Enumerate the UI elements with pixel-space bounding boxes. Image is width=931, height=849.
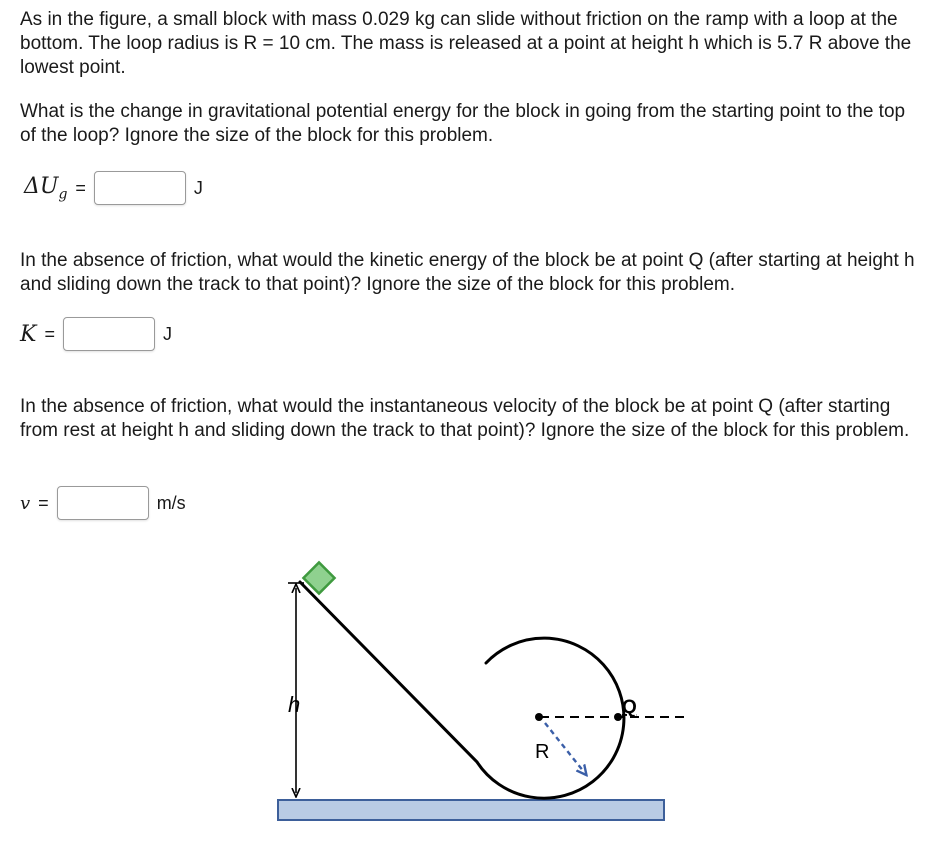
equals-sign: =: [44, 323, 55, 344]
problem-intro: As in the figure, a small block with mass 0.029 kg can slide without friction on the ramp with a loop at the bottom. The loop radius is R = 10 cm. The mass is released at a point at height h which is 5.7 R above the lowest point.: [20, 9, 912, 78]
height-label: h: [288, 692, 301, 717]
equals-sign: =: [38, 492, 49, 513]
delta-u-subscript: g: [58, 186, 68, 203]
v-symbol: v: [20, 492, 31, 514]
point-q-marker: [614, 713, 622, 721]
question-kinetic-energy: In the absence of friction, what would the kinetic energy of the block be at point Q (after starting at height h and sliding down the track to that point)? Ignore the size of the block for this problem.: [20, 250, 915, 295]
loop-center-point: [535, 713, 543, 721]
delta-u-unit: J: [193, 177, 203, 198]
equals-sign: =: [75, 177, 86, 198]
delta-u-symbol: $\Delta U_g$: [24, 173, 68, 203]
kinetic-energy-unit: J: [162, 323, 172, 344]
question-velocity: In the absence of friction, what would the instantaneous velocity of the block be at point Q (after starting from rest at height h and sliding down the track to that point)? Ignore the size of the block for this problem.: [20, 396, 910, 441]
radius-label: R: [535, 741, 550, 763]
question-potential-energy: What is the change in gravitational potential energy for the block in going from the starting point to the top of the loop? Ignore the size of the block for this problem.: [20, 101, 906, 146]
point-q-label: Q: [622, 697, 637, 718]
ground: [278, 800, 664, 820]
k-symbol: K: [20, 321, 37, 347]
radius-arrow: [545, 723, 584, 772]
velocity-unit: m/s: [156, 492, 186, 513]
ramp-track: [300, 582, 624, 798]
